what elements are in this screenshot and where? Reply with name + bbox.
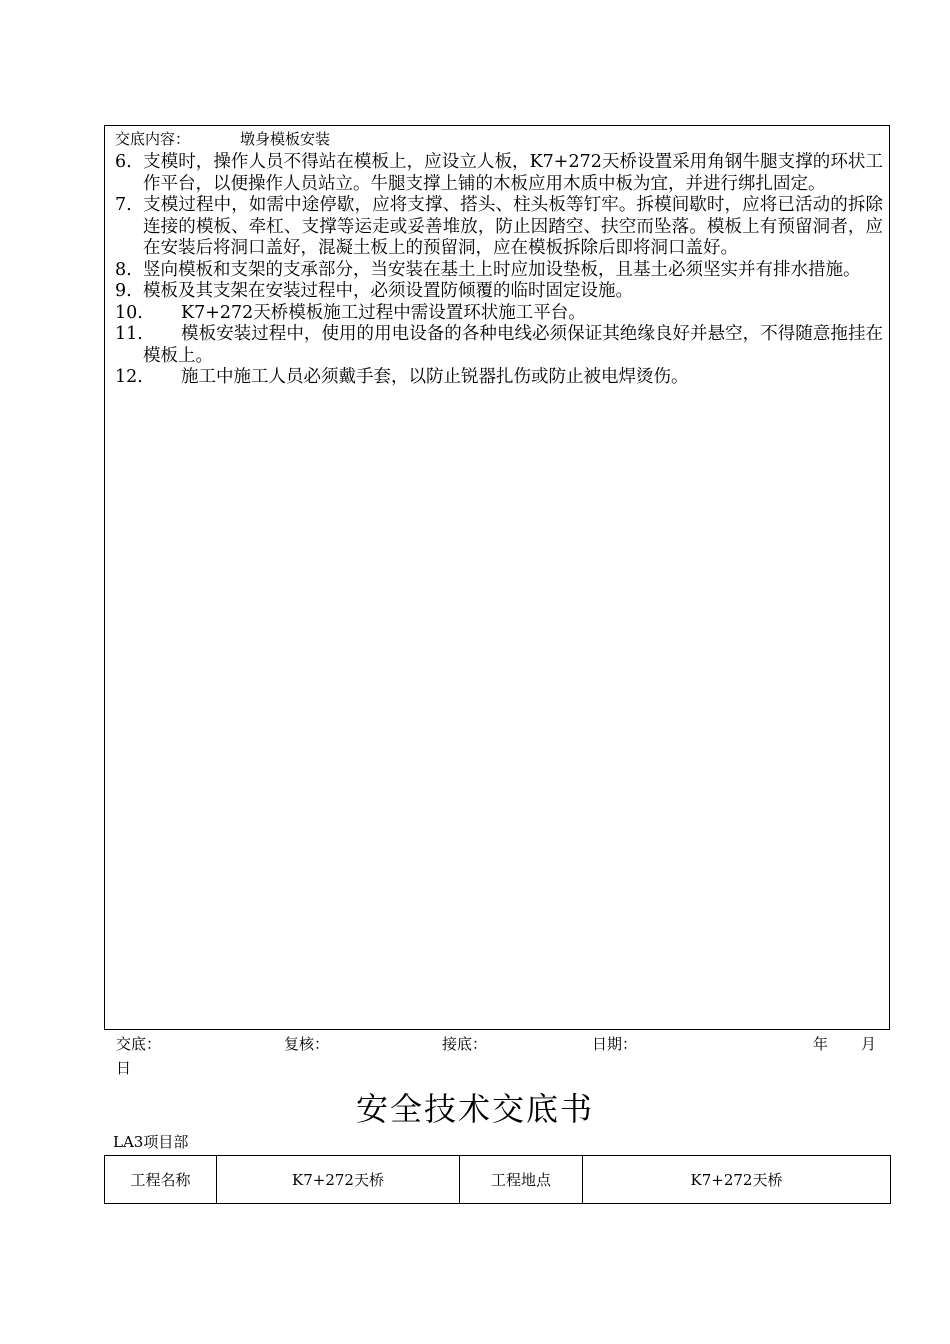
item-number: 9. [115, 281, 132, 301]
year-label: 年 [813, 1035, 829, 1053]
content-header [115, 128, 330, 149]
safety-items-list [115, 152, 883, 389]
item-text: 支模过程中，如需中途停歇，应将支撑、搭头、柱头板等钉牢。拆模间歇时，应将已活动的拆除连接的模板、牵杠、支撑等运走或妥善堆放，防止因踏空、扶空而坠落。模板上有预留洞者，应在安装后将洞口盖好，混凝土板上的预留洞，应在模板拆除后即将洞口盖好。 [143, 195, 883, 258]
item-text: 支模时，操作人员不得站在模板上，应设立人板，K7+272天桥设置采用角钢牛腿支撑的环状工作平台，以便操作人员站立。牛腿支撑上铺的木板应用木质中板为宜，并进行绑扎固定。 [143, 152, 883, 194]
list-item [115, 152, 883, 195]
receive-label: 接底： [442, 1035, 488, 1053]
date-label: 日期： [592, 1035, 638, 1053]
month-label: 月 [861, 1035, 877, 1053]
item-number: 7. [115, 195, 132, 215]
list-item [115, 367, 883, 389]
review-label: 复核： [284, 1035, 330, 1053]
item-number: 12. [115, 367, 143, 387]
item-text: 竖向模板和支架的支承部分，当安装在基土上时应加设垫板，且基土必须坚实并有排水措施。 [143, 259, 861, 280]
project-site-value: K7+272天桥 [583, 1156, 891, 1204]
project-name-value: K7+272天桥 [217, 1156, 460, 1204]
list-item [115, 303, 883, 325]
project-info-table [104, 1155, 891, 1204]
item-number: 6. [115, 152, 132, 172]
item-text: K7+272天桥模板施工过程中需设置环状施工平台。 [181, 302, 586, 323]
list-item [115, 324, 883, 367]
content-label: 交底内容： [115, 130, 191, 148]
list-item [115, 260, 883, 282]
content-topic: 墩身模板安装 [240, 130, 331, 148]
item-text: 模板安装过程中，使用的用电设备的各种电线必须保证其绝缘良好并悬空，不得随意拖挂在模板上。 [143, 324, 883, 366]
day-label: 日 [116, 1059, 132, 1077]
project-name-label: 工程名称 [105, 1156, 217, 1204]
item-text: 施工中施工人员必须戴手套，以防止锐器扎伤或防止被电焊烫伤。 [181, 367, 689, 387]
item-number: 10. [115, 302, 143, 323]
handover-label: 交底： [116, 1035, 162, 1053]
item-number: 11. [115, 324, 143, 344]
item-text: 模板及其支架在安装过程中，必须设置防倾覆的临时固定设施。 [143, 281, 633, 301]
list-item [115, 195, 883, 260]
project-site-label: 工程地点 [460, 1156, 583, 1204]
item-number: 8. [115, 259, 132, 280]
list-item [115, 281, 883, 303]
page-title: 安全技术交底书 [355, 1090, 594, 1128]
table-row [105, 1156, 891, 1204]
project-department: LA3项目部 [113, 1133, 189, 1151]
content-box [104, 125, 890, 1030]
